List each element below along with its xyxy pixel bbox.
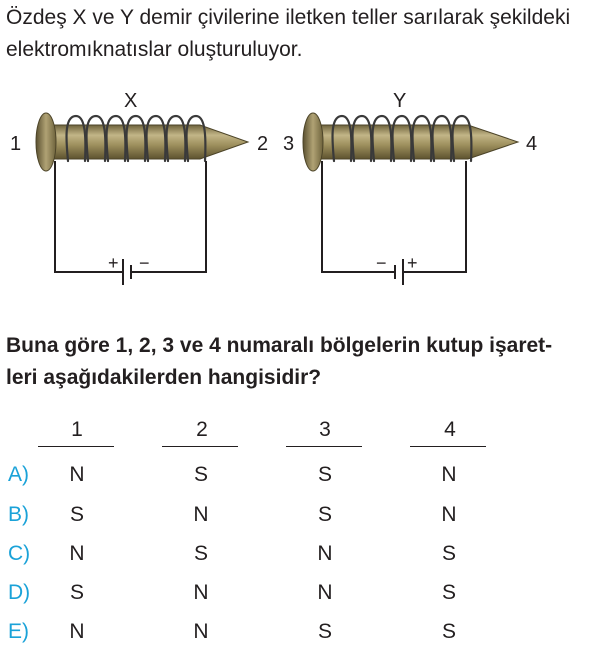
region-1-label: 1 (10, 133, 22, 155)
option-a-cell-3: S (317, 463, 332, 486)
option-a-cell-2: S (193, 463, 208, 486)
option-a-cell-4: N (441, 463, 457, 486)
option-a-cell-1: N (69, 463, 85, 486)
circuit-x (55, 161, 206, 285)
battery-y-minus: − (376, 253, 387, 273)
intro-line-2: elektromıknatıslar oluşturuluyor. (6, 38, 303, 61)
option-e-cell-2: N (193, 620, 209, 643)
option-e-cell-3: S (317, 620, 332, 643)
option-b-cell-4: N (441, 503, 457, 526)
option-b-cell-3: S (317, 503, 332, 526)
option-a-label[interactable]: A) (8, 463, 29, 486)
option-d-cell-1: S (69, 581, 84, 604)
column-divider-3 (286, 446, 362, 447)
option-c-cell-3: N (317, 542, 333, 565)
region-2-label: 2 (257, 133, 269, 155)
column-divider-1 (38, 446, 114, 447)
question-line-2: leri aşağıdakilerden hangisidir? (6, 366, 322, 389)
column-header-3: 3 (319, 418, 331, 441)
option-e-cell-1: N (69, 620, 85, 643)
column-header-4: 4 (444, 418, 456, 441)
region-4-label: 4 (526, 133, 538, 155)
option-e-label[interactable]: E) (8, 620, 29, 643)
option-b-cell-1: S (69, 503, 84, 526)
option-d-cell-4: S (441, 581, 456, 604)
option-c-cell-4: S (441, 542, 456, 565)
question-stem (6, 330, 602, 394)
nail-x-label: X (124, 90, 138, 112)
option-c-cell-2: S (193, 542, 208, 565)
option-b-cell-2: N (193, 503, 209, 526)
option-d-label[interactable]: D) (8, 581, 31, 604)
question-line-1: Buna göre 1, 2, 3 ve 4 numaralı bölgelerin kutup işaret- (6, 334, 553, 357)
intro-line-1: Özdeş X ve Y demir çivilerine iletken teller sarılarak şekildeki (6, 6, 571, 29)
option-b-label[interactable]: B) (8, 503, 29, 526)
battery-y-plus: + (407, 253, 418, 273)
option-c-cell-1: N (69, 542, 85, 565)
column-header-1: 1 (71, 418, 83, 441)
option-d-cell-3: N (317, 581, 333, 604)
region-3-label: 3 (283, 133, 295, 155)
option-c-label[interactable]: C) (8, 542, 31, 565)
question-intro (6, 2, 602, 66)
column-header-2: 2 (196, 418, 208, 441)
circuit-y (322, 161, 466, 285)
battery-x-plus: + (108, 253, 119, 273)
electromagnet-figure (0, 80, 605, 310)
column-divider-4 (410, 446, 486, 447)
nail-y-label: Y (393, 90, 407, 112)
option-e-cell-4: S (441, 620, 456, 643)
option-d-cell-2: N (193, 581, 209, 604)
battery-x-minus: − (139, 253, 150, 273)
column-divider-2 (162, 446, 238, 447)
